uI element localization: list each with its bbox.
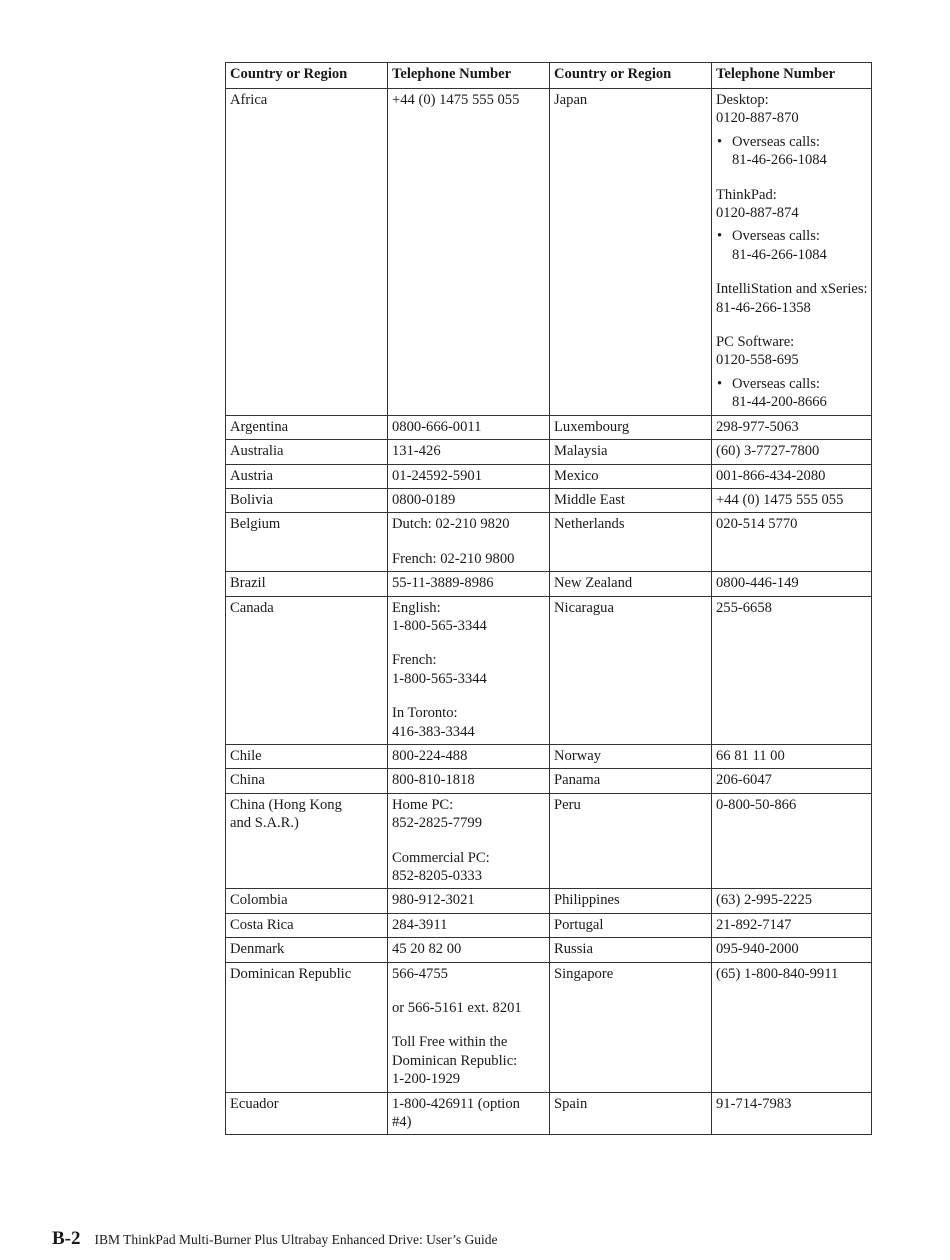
phone-entry xyxy=(392,91,546,109)
text-line: Desktop: xyxy=(716,92,769,108)
country-cell-left xyxy=(226,464,388,488)
text-line: IntelliStation and xSeries: xyxy=(716,281,868,298)
phone-entry xyxy=(392,1033,546,1088)
phone-entry xyxy=(716,280,868,317)
country-cell-right xyxy=(550,793,712,889)
phone-entry xyxy=(392,418,546,436)
text-line: 255-6658 xyxy=(716,599,772,616)
text-line: 81-46-266-1084 xyxy=(732,152,827,169)
text-line: 81-46-266-1084 xyxy=(732,246,827,263)
table-row xyxy=(226,769,872,793)
table-row xyxy=(226,793,872,889)
phone-cell-left xyxy=(388,938,550,962)
text-line: (65) 1-800-840-9911 xyxy=(716,965,839,982)
text-line: 852-8205-0333 xyxy=(392,868,482,884)
phone-entry xyxy=(716,599,868,617)
country-cell-left xyxy=(226,513,388,572)
phone-cell-right xyxy=(712,962,872,1092)
country-name: Brazil xyxy=(230,575,266,592)
country-name: Dominican Republic xyxy=(230,965,352,982)
text-line: 0120-887-874 xyxy=(716,205,799,222)
text-line: 0800-666-0011 xyxy=(392,418,482,435)
country-name: Argentina xyxy=(230,418,289,435)
country-name: Nicaragua xyxy=(554,599,614,616)
text-line: 1-200-1929 xyxy=(392,1071,461,1088)
country-cell-left xyxy=(226,769,388,793)
text-line: 0800-0189 xyxy=(392,491,456,508)
country-name: Middle East xyxy=(554,491,625,508)
country-cell-left xyxy=(226,89,388,416)
country-cell-left xyxy=(226,440,388,464)
country-name: China (Hong Kong xyxy=(230,796,342,813)
phone-entry xyxy=(716,1095,868,1113)
country-cell-left xyxy=(226,962,388,1092)
phone-cell-right xyxy=(712,415,872,439)
country-name: Portugal xyxy=(554,916,604,933)
text-line: 020-514 5770 xyxy=(716,516,798,533)
table-row xyxy=(226,89,872,416)
text-line: ThinkPad: xyxy=(716,186,777,203)
country-name: Norway xyxy=(554,747,602,764)
text-line: 1-800-565-3344 xyxy=(392,617,487,634)
phone-cell-left xyxy=(388,415,550,439)
text-line: 81-46-266-1358 xyxy=(716,299,811,316)
page-footer xyxy=(52,1228,497,1250)
header-country-left: Country or Region xyxy=(226,63,388,89)
phone-cell-left xyxy=(388,1092,550,1135)
phone-cell-left xyxy=(388,769,550,793)
text-line: 800-224-488 xyxy=(392,747,468,764)
text-line: Home PC: xyxy=(392,796,454,813)
phone-cell-right xyxy=(712,769,872,793)
phone-entry xyxy=(392,771,546,789)
country-name: Costa Rica xyxy=(230,916,294,933)
text-line: Overseas calls: xyxy=(732,228,820,245)
country-cell-right xyxy=(550,938,712,962)
bullet-item xyxy=(716,227,868,264)
phone-entry xyxy=(392,849,546,886)
phone-entry xyxy=(392,550,546,568)
country-name: China xyxy=(230,772,265,789)
phone-entry xyxy=(716,467,868,485)
text-line: 0800-446-149 xyxy=(716,575,799,592)
country-cell-left xyxy=(226,1092,388,1135)
phone-entry xyxy=(716,965,868,983)
country-cell-left xyxy=(226,938,388,962)
phone-entry xyxy=(716,574,868,592)
country-cell-right xyxy=(550,464,712,488)
text-line: 800-810-1818 xyxy=(392,772,475,789)
country-name: Singapore xyxy=(554,965,614,982)
phone-entry xyxy=(716,891,868,909)
country-cell-right xyxy=(550,769,712,793)
phone-cell-right xyxy=(712,464,872,488)
country-cell-left xyxy=(226,889,388,913)
phone-entry xyxy=(392,491,546,509)
country-cell-left xyxy=(226,793,388,889)
country-cell-right xyxy=(550,962,712,1092)
country-name: Colombia xyxy=(230,892,288,909)
country-cell-right xyxy=(550,889,712,913)
text-line: (60) 3-7727-7800 xyxy=(716,443,820,460)
text-line: Overseas calls: xyxy=(732,375,820,392)
country-cell-right xyxy=(550,415,712,439)
phone-entry xyxy=(392,940,546,958)
phone-cell-left xyxy=(388,440,550,464)
table-row xyxy=(226,913,872,937)
phone-entry xyxy=(392,796,546,833)
country-cell-right xyxy=(550,440,712,464)
phone-entry xyxy=(392,574,546,592)
phone-entry xyxy=(716,418,868,436)
table-row xyxy=(226,744,872,768)
phone-cell-right xyxy=(712,596,872,744)
text-line: French: xyxy=(392,652,437,669)
country-name: Peru xyxy=(554,796,581,813)
phone-cell-right xyxy=(712,1092,872,1135)
table-row xyxy=(226,464,872,488)
text-line: +44 (0) 1475 555 055 xyxy=(392,92,520,108)
phone-entry xyxy=(716,442,868,460)
country-name: Austria xyxy=(230,467,273,484)
text-line: #4) xyxy=(392,1114,412,1131)
phone-cell-right xyxy=(712,440,872,464)
table-row xyxy=(226,938,872,962)
header-phone-right: Telephone Number xyxy=(712,63,872,89)
phone-entry xyxy=(716,515,868,533)
country-cell-right xyxy=(550,913,712,937)
phone-entry xyxy=(392,651,546,688)
text-line: 55-11-3889-8986 xyxy=(392,575,494,592)
country-cell-right xyxy=(550,572,712,596)
text-line: 980-912-3021 xyxy=(392,892,475,909)
phone-entry xyxy=(716,916,868,934)
country-cell-right xyxy=(550,596,712,744)
text-line: 1-800-565-3344 xyxy=(392,670,487,687)
country-name: Africa xyxy=(230,92,268,108)
phone-cell-left xyxy=(388,572,550,596)
phone-entry xyxy=(716,333,868,370)
text-line: Dominican Republic: xyxy=(392,1052,518,1069)
table-row xyxy=(226,1092,872,1135)
phone-cell-left xyxy=(388,962,550,1092)
phone-cell-left xyxy=(388,596,550,744)
phone-entry xyxy=(392,747,546,765)
text-line: 131-426 xyxy=(392,443,441,460)
phone-entry xyxy=(392,599,546,636)
table-row xyxy=(226,572,872,596)
country-name: Australia xyxy=(230,443,284,460)
text-line: English: xyxy=(392,599,441,616)
phone-entry xyxy=(392,916,546,934)
phone-cell-right xyxy=(712,744,872,768)
phone-cell-right xyxy=(712,572,872,596)
table-body xyxy=(226,89,872,1135)
phone-cell-right xyxy=(712,89,872,416)
text-line: French: 02-210 9800 xyxy=(392,550,515,567)
phone-cell-left xyxy=(388,488,550,512)
phone-entry xyxy=(392,1095,546,1132)
country-name: Chile xyxy=(230,747,262,764)
phone-cell-right xyxy=(712,913,872,937)
phone-cell-right xyxy=(712,488,872,512)
country-name: Denmark xyxy=(230,941,285,958)
country-name: Japan xyxy=(554,92,588,108)
phone-cell-right xyxy=(712,889,872,913)
phone-entry xyxy=(392,442,546,460)
phone-cell-left xyxy=(388,889,550,913)
country-cell-left xyxy=(226,744,388,768)
text-line: (63) 2-995-2225 xyxy=(716,892,813,909)
country-name: Netherlands xyxy=(554,516,625,533)
text-line: 852-2825-7799 xyxy=(392,815,482,832)
phone-entry xyxy=(392,467,546,485)
country-cell-left xyxy=(226,572,388,596)
text-line: 81-44-200-8666 xyxy=(732,394,827,411)
phone-cell-right xyxy=(712,513,872,572)
phone-cell-left xyxy=(388,513,550,572)
header-country-right: Country or Region xyxy=(550,63,712,89)
header-phone-left: Telephone Number xyxy=(388,63,550,89)
country-name: Ecuador xyxy=(230,1095,279,1112)
text-line: 01-24592-5901 xyxy=(392,467,482,484)
country-cell-right xyxy=(550,513,712,572)
phone-entry xyxy=(716,491,868,509)
country-cell-right xyxy=(550,744,712,768)
phone-entry xyxy=(716,186,868,223)
text-line: 284-3911 xyxy=(392,916,448,933)
country-name: Canada xyxy=(230,599,274,616)
bullet-item xyxy=(716,375,868,412)
table-row xyxy=(226,596,872,744)
country-cell-right xyxy=(550,488,712,512)
text-line: 566-4755 xyxy=(392,965,448,982)
country-name: Luxembourg xyxy=(554,418,630,435)
text-line: 206-6047 xyxy=(716,772,772,789)
text-line: 0120-887-870 xyxy=(716,110,799,127)
text-line: 095-940-2000 xyxy=(716,941,799,958)
phone-cell-right xyxy=(712,793,872,889)
text-line: 1-800-426911 (option xyxy=(392,1095,520,1112)
phone-entry xyxy=(392,704,546,741)
text-line: 001-866-434-2080 xyxy=(716,467,826,484)
text-line: PC Software: xyxy=(716,334,795,351)
text-line: Dutch: 02-210 9820 xyxy=(392,516,510,533)
table-row xyxy=(226,889,872,913)
country-cell-left xyxy=(226,596,388,744)
country-name: Belgium xyxy=(230,516,281,533)
text-line: +44 (0) 1475 555 055 xyxy=(716,491,844,508)
country-name: Malaysia xyxy=(554,443,608,460)
country-name: Russia xyxy=(554,941,593,958)
phone-directory-table xyxy=(225,62,872,1135)
text-line: 298-977-5063 xyxy=(716,418,799,435)
country-cell-left xyxy=(226,488,388,512)
table-row xyxy=(226,513,872,572)
country-name: and S.A.R.) xyxy=(230,815,299,832)
country-name: Spain xyxy=(554,1095,588,1112)
table-row xyxy=(226,488,872,512)
country-cell-right xyxy=(550,89,712,416)
country-name: Mexico xyxy=(554,467,599,484)
document-title: IBM ThinkPad Multi-Burner Plus Ultrabay Enhanced Drive: User’s Guide xyxy=(94,1232,498,1247)
text-line: In Toronto: xyxy=(392,705,458,722)
bullet-item xyxy=(716,133,868,170)
text-line: Overseas calls: xyxy=(732,133,820,150)
country-cell-left xyxy=(226,913,388,937)
country-name: Philippines xyxy=(554,892,620,909)
phone-cell-left xyxy=(388,89,550,416)
phone-entry xyxy=(716,91,868,128)
text-line: Toll Free within the xyxy=(392,1034,508,1051)
text-line: 416-383-3344 xyxy=(392,723,475,740)
phone-cell-left xyxy=(388,913,550,937)
country-name: Bolivia xyxy=(230,491,273,508)
text-line: Commercial PC: xyxy=(392,849,490,866)
table-header-row xyxy=(226,63,872,89)
text-line: 66 81 11 00 xyxy=(716,747,785,764)
table-row xyxy=(226,415,872,439)
phone-entry xyxy=(716,796,868,814)
phone-cell-right xyxy=(712,938,872,962)
text-line: 45 20 82 00 xyxy=(392,941,462,958)
phone-entry xyxy=(392,999,546,1017)
text-line: 0-800-50-866 xyxy=(716,796,797,813)
phone-entry xyxy=(392,891,546,909)
phone-entry xyxy=(716,747,868,765)
country-name: New Zealand xyxy=(554,575,633,592)
phone-cell-left xyxy=(388,464,550,488)
text-line: 91-714-7983 xyxy=(716,1095,792,1112)
table-row xyxy=(226,440,872,464)
phone-entry xyxy=(716,771,868,789)
text-line: 21-892-7147 xyxy=(716,916,792,933)
text-line: or 566-5161 ext. 8201 xyxy=(392,1000,522,1017)
phone-cell-left xyxy=(388,744,550,768)
country-cell-right xyxy=(550,1092,712,1135)
phone-entry xyxy=(392,515,546,533)
country-cell-left xyxy=(226,415,388,439)
page-number: B-2 xyxy=(52,1228,81,1249)
table-row xyxy=(226,962,872,1092)
phone-entry xyxy=(716,940,868,958)
phone-entry xyxy=(392,965,546,983)
phone-cell-left xyxy=(388,793,550,889)
text-line: 0120-558-695 xyxy=(716,352,799,369)
country-name: Panama xyxy=(554,772,601,789)
